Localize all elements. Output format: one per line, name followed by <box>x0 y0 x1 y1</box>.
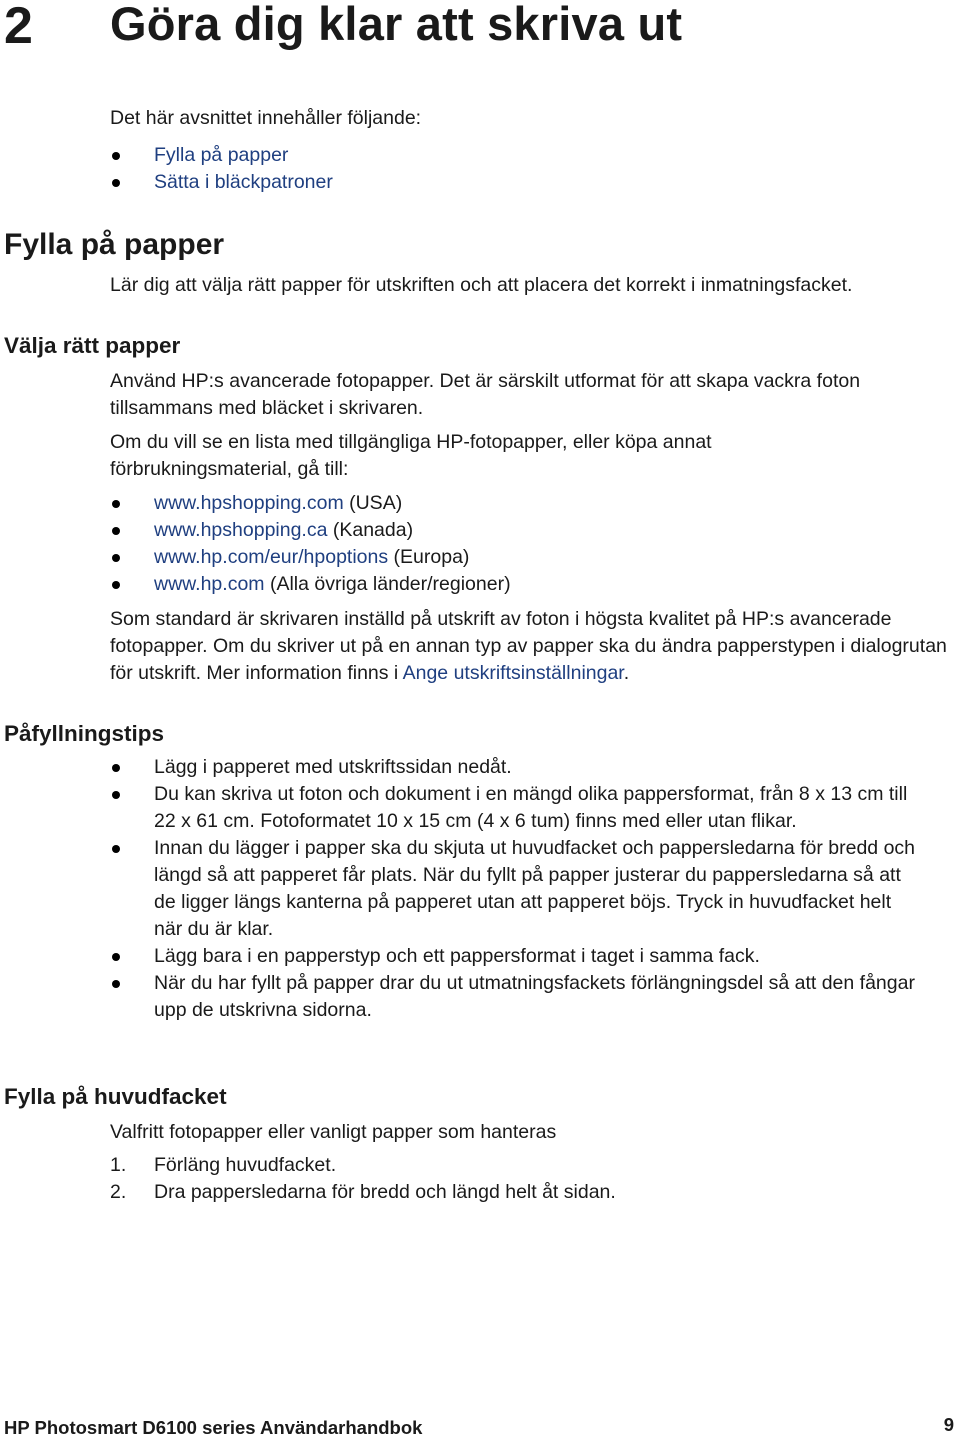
list-item: Innan du lägger i papper ska du skjuta ut huvudfacket och pappersledarna för bredd och längd så att papperet får plats. När du fyllt på papper justerar du pappersledarna så att de ligger längs kanterna på papperet utan att papperet böjs. Tryck in huvudfacket helt när du är klar. <box>110 835 920 943</box>
intro-text: Det här avsnittet innehåller följande: <box>110 107 422 129</box>
site-region: (Alla övriga länder/regioner) <box>264 573 511 595</box>
choose-para3 <box>110 606 958 687</box>
chapter-title: Göra dig klar att skriva ut <box>110 0 683 50</box>
section-load-text: Lär dig att välja rätt papper för utskriften och att placera det korrekt i inmatningsfacket. <box>110 274 853 296</box>
main-tray-intro: Valfritt fotopapper eller vanligt papper som hanteras <box>110 1121 557 1143</box>
section-heading-choose-paper: Välja rätt papper <box>4 333 181 358</box>
site-region: (Kanada) <box>327 519 414 541</box>
main-tray-steps <box>110 1152 960 1206</box>
site-region: (Europa) <box>388 546 470 568</box>
step-text: Dra pappersledarna för bredd och längd helt åt sidan. <box>154 1181 616 1203</box>
section-heading-main-tray: Fylla på huvudfacket <box>4 1084 227 1109</box>
list-item: När du har fyllt på papper drar du ut utmatningsfackets förlängningsdel så att den fångar upp de utskrivna sidorna. <box>110 970 920 1024</box>
step-number: 1. <box>110 1154 127 1176</box>
site-link[interactable]: www.hp.com/eur/hpoptions <box>154 546 389 568</box>
link-ange-utskriftsinstallningar[interactable]: Ange utskriftsinställningar <box>402 662 624 684</box>
list-item <box>110 1152 960 1179</box>
site-link[interactable]: www.hpshopping.ca <box>154 519 328 541</box>
section-heading-tips: Påfyllningstips <box>4 721 165 746</box>
list-item <box>110 1179 960 1206</box>
page-number: 9 <box>943 1414 954 1435</box>
intro-block <box>110 105 960 196</box>
site-link[interactable]: www.hpshopping.com <box>154 492 344 514</box>
link-satta-i-blackpatroner[interactable]: Sätta i bläckpatroner <box>154 171 333 193</box>
shopping-site-list <box>110 490 960 598</box>
site-region: (USA) <box>343 492 403 514</box>
list-item <box>110 571 960 598</box>
step-number: 2. <box>110 1181 127 1203</box>
chapter-number: 2 <box>4 0 33 55</box>
choose-para1: Använd HP:s avancerade fotopapper. Det är särskilt utformat för att skapa vackra foton tillsammans med bläcket i skrivaren. <box>110 370 861 419</box>
choose-para2: Om du vill se en lista med tillgängliga HP-fotopapper, eller köpa annat förbrukningsmaterial, gå till: <box>110 431 712 480</box>
section-heading-load-paper: Fylla på papper <box>4 228 225 261</box>
list-item: Lägg i papperet med utskriftssidan nedåt. <box>110 754 920 781</box>
list-item <box>110 544 960 571</box>
list-item <box>110 490 960 517</box>
step-text: Förläng huvudfacket. <box>154 1154 337 1176</box>
tips-list <box>110 754 920 1024</box>
choose-para3-text: Som standard är skrivaren inställd på utskrift av foton i högsta kvalitet på HP:s avancerade fotopapper. Om du skriver ut på en annan typ av papper ska du ändra papperstypen i dialogrutan för utskrift. Mer information finns i <box>110 608 947 684</box>
list-item <box>110 142 960 169</box>
intro-link-list <box>110 142 960 196</box>
site-link[interactable]: www.hp.com <box>154 573 265 595</box>
list-item: Du kan skriva ut foton och dokument i en mängd olika pappersformat, från 8 x 13 cm till 22 x 61 cm. Fotoformatet 10 x 15 cm (4 x 6 tum) finns med eller utan flikar. <box>110 781 920 835</box>
choose-para3-end: . <box>623 662 630 684</box>
link-fylla-pa-papper[interactable]: Fylla på papper <box>154 144 289 166</box>
list-item: Lägg bara i en papperstyp och ett pappersformat i taget i samma fack. <box>110 943 920 970</box>
footer-title: HP Photosmart D6100 series Användarhandbok <box>4 1417 423 1438</box>
list-item <box>110 169 960 196</box>
list-item <box>110 517 960 544</box>
